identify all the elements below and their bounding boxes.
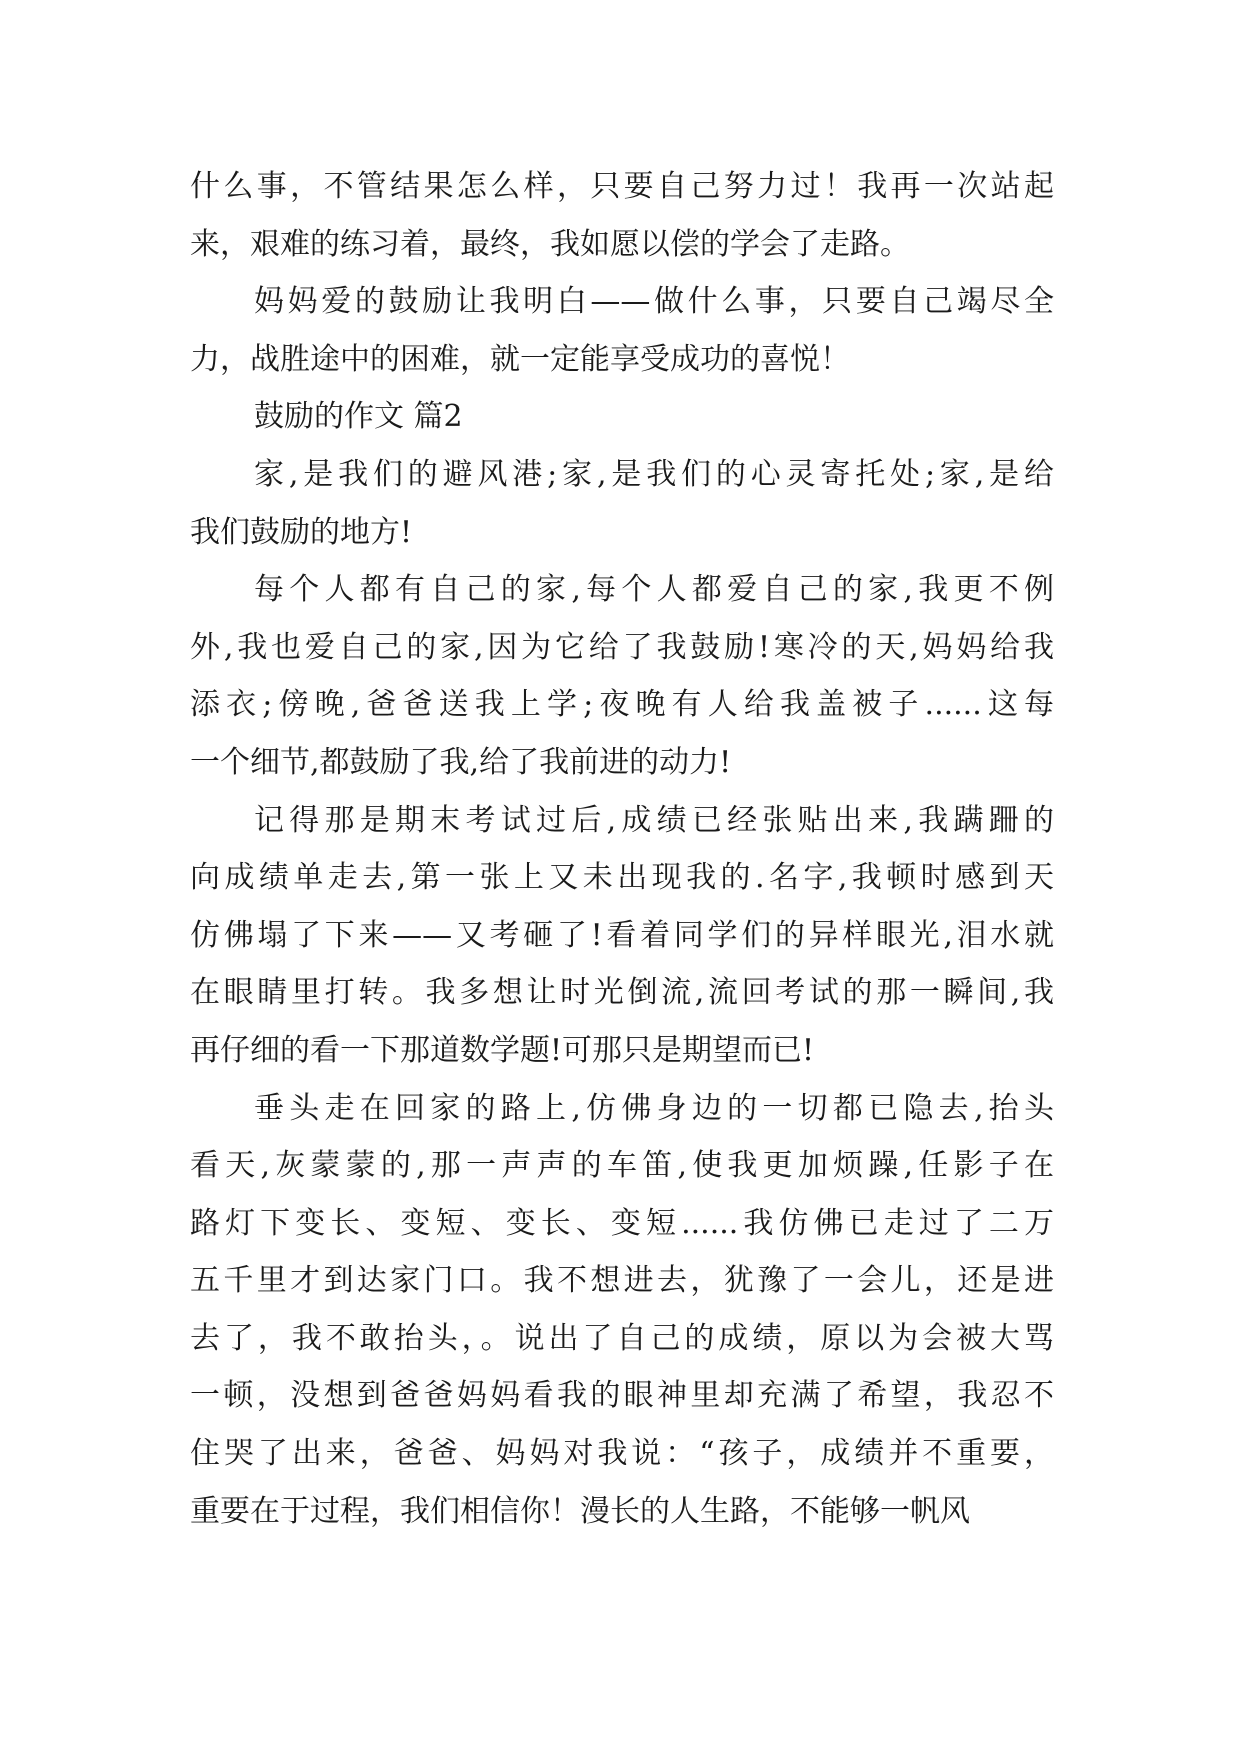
text-line: 添衣;傍晚,爸爸送我上学;夜晚有人给我盖被子......这每 (190, 687, 1054, 723)
document-body (190, 158, 1054, 1540)
text-line: 我们鼓励的地方! (190, 514, 413, 550)
text-line: 来，艰难的练习着，最终，我如愿以偿的学会了走路。 (190, 226, 910, 262)
text-line: 垂头走在回家的路上,仿佛身边的一切都已隐去,抬头 (254, 1090, 1054, 1126)
text-line: 在眼睛里打转。我多想让时光倒流,流回考试的那一瞬间,我 (190, 975, 1054, 1011)
text-line: 力，战胜途中的困难，就一定能享受成功的喜悦！ (190, 341, 850, 377)
text-line: 去了，我不敢抬头，。说出了自己的成绩，原以为会被大骂 (190, 1320, 1054, 1356)
text-line: 一顿，没想到爸爸妈妈看我的眼神里却充满了希望，我忍不 (190, 1378, 1054, 1414)
paragraph (190, 158, 1054, 273)
text-line: 记得那是期末考试过后,成绩已经张贴出来,我蹒跚的 (254, 802, 1054, 838)
paragraph (190, 792, 1054, 1080)
text-line: 看天,灰蒙蒙的,那一声声的车笛,使我更加烦躁,任影子在 (190, 1148, 1054, 1184)
text-line: 仿佛塌了下来——又考砸了!看着同学们的异样眼光,泪水就 (190, 917, 1054, 953)
text-line: 向成绩单走去,第一张上又未出现我的.名字,我顿时感到天 (190, 860, 1054, 896)
paragraph (190, 273, 1054, 388)
text-line: 五千里才到达家门口。我不想进去，犹豫了一会儿，还是进 (190, 1263, 1054, 1299)
text-line: 一个细节,都鼓励了我,给了我前进的动力! (190, 744, 732, 780)
text-line: 住哭了出来，爸爸、妈妈对我说：“孩子，成绩并不重要， (190, 1436, 1054, 1472)
text-line: 家,是我们的避风港;家,是我们的心灵寄托处;家,是给 (254, 456, 1054, 492)
text-line: 每个人都有自己的家,每个人都爱自己的家,我更不例 (254, 572, 1054, 608)
text-line: 妈妈爱的鼓励让我明白——做什么事，只要自己竭尽全 (254, 284, 1054, 320)
paragraph (190, 1080, 1054, 1541)
text-line: 路灯下变长、变短、变长、变短......我仿佛已走过了二万 (190, 1205, 1054, 1241)
text-line: 什么事，不管结果怎么样，只要自己努力过！我再一次站起 (190, 169, 1054, 204)
heading-text: 鼓励的作文 篇2 (254, 399, 463, 435)
text-line: 再仔细的看一下那道数学题!可那只是期望而已! (190, 1032, 815, 1068)
paragraph (190, 561, 1054, 791)
section-heading (190, 388, 1054, 446)
paragraph (190, 446, 1054, 561)
text-line: 重要在于过程，我们相信你！漫长的人生路，不能够一帆风 (190, 1493, 970, 1529)
text-line: 外,我也爱自己的家,因为它给了我鼓励!寒冷的天,妈妈给我 (190, 629, 1054, 665)
